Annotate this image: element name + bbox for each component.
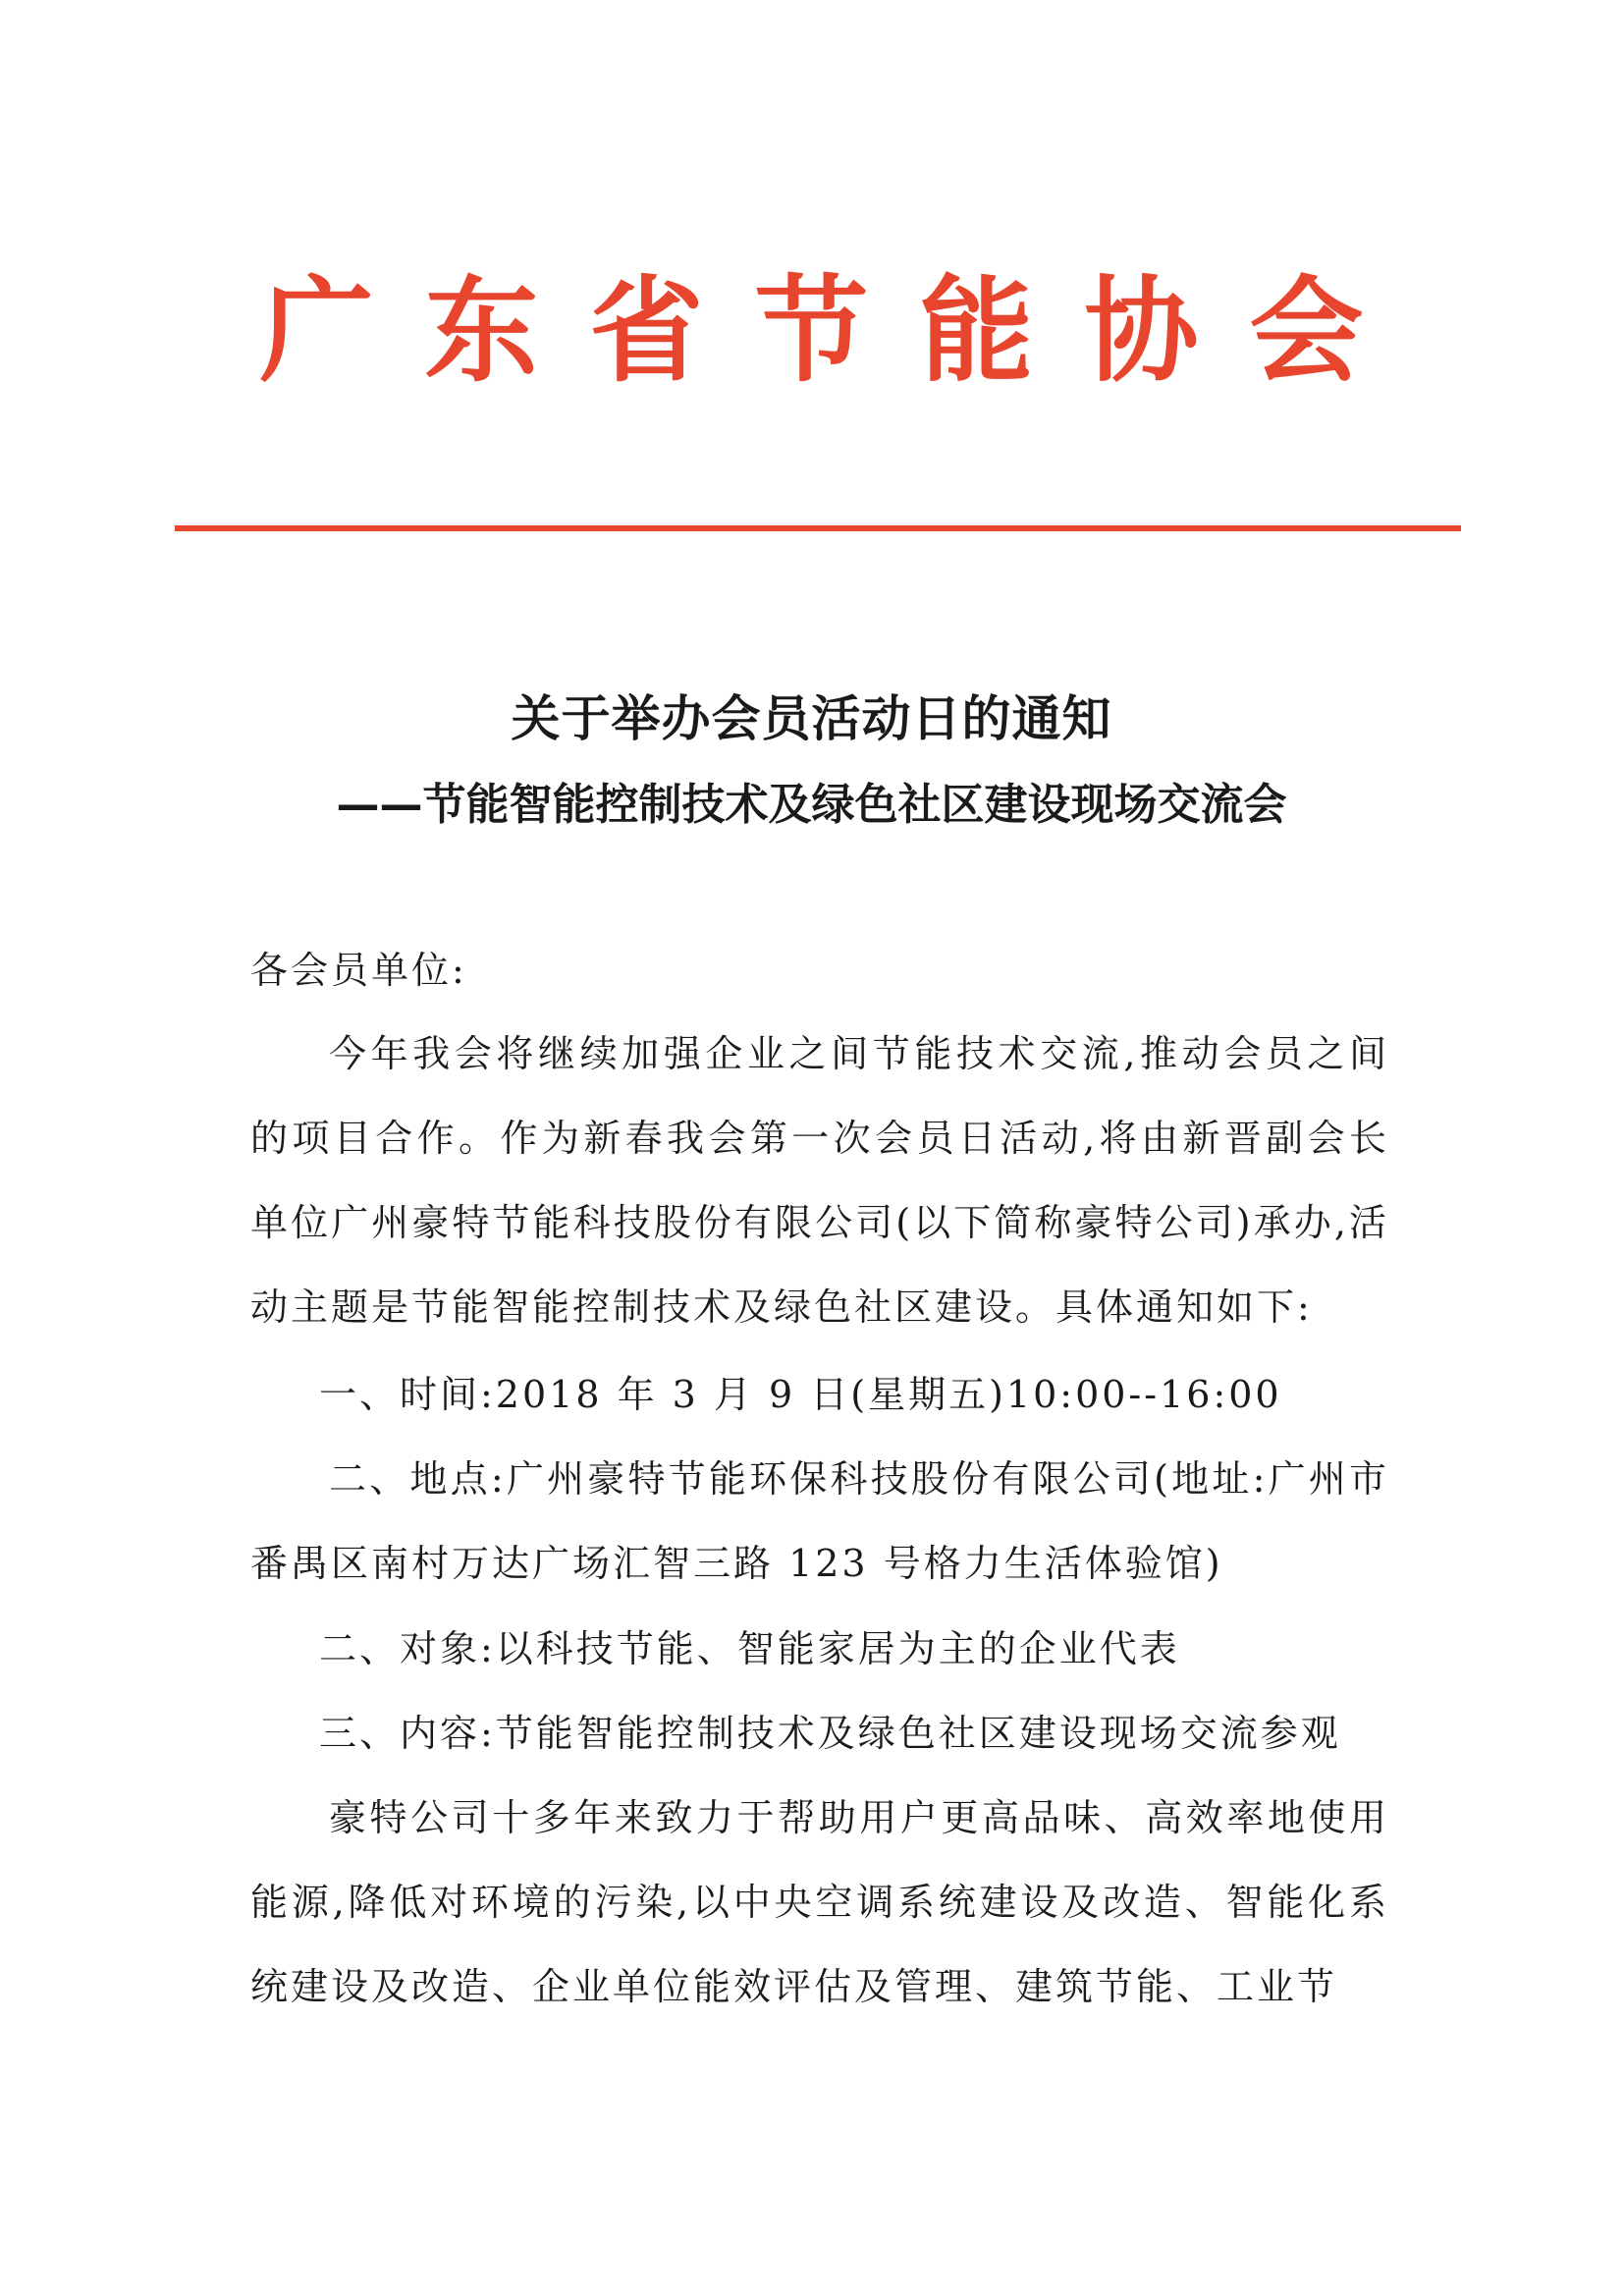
document-title: 关于举办会员活动日的通知 <box>511 690 1112 747</box>
item-target: 二、对象:以科技节能、智能家居为主的企业代表 <box>319 1627 1180 1670</box>
organization-header: 广东省节能协会 <box>259 265 1415 398</box>
item-content: 三、内容:节能智能控制技术及绿色社区建设现场交流参观 <box>319 1712 1341 1755</box>
paragraph-company-intro: 豪特公司十多年来致力于帮助用户更高品味、高效率地使用能源,降低对环境的污染,以中央空调系统建设及改造、智能化系统建设及改造、企业单位能效评估及管理、建筑节能、工业节 <box>250 1796 1389 2008</box>
header-divider <box>175 525 1461 531</box>
salutation: 各会员单位: <box>250 949 467 992</box>
paragraph-intro: 今年我会将继续加强企业之间节能技术交流,推动会员之间的项目合作。作为新春我会第一次会员日活动,将由新晋副会长单位广州豪特节能科技股份有限公司(以下简称豪特公司)承办,活动主题是节能智能控制技术及绿色社区建设。具体通知如下: <box>250 1032 1389 1329</box>
document-subtitle: ——节能智能控制技术及绿色社区建设现场交流会 <box>336 780 1287 830</box>
item-time: 一、时间:2018 年 3 月 9 日(星期五)10:00--16:00 <box>319 1373 1282 1416</box>
item-place: 二、地点:广州豪特节能环保科技股份有限公司(地址:广州市番禺区南村万达广场汇智三路 123 号格力生活体验馆) <box>250 1457 1389 1585</box>
